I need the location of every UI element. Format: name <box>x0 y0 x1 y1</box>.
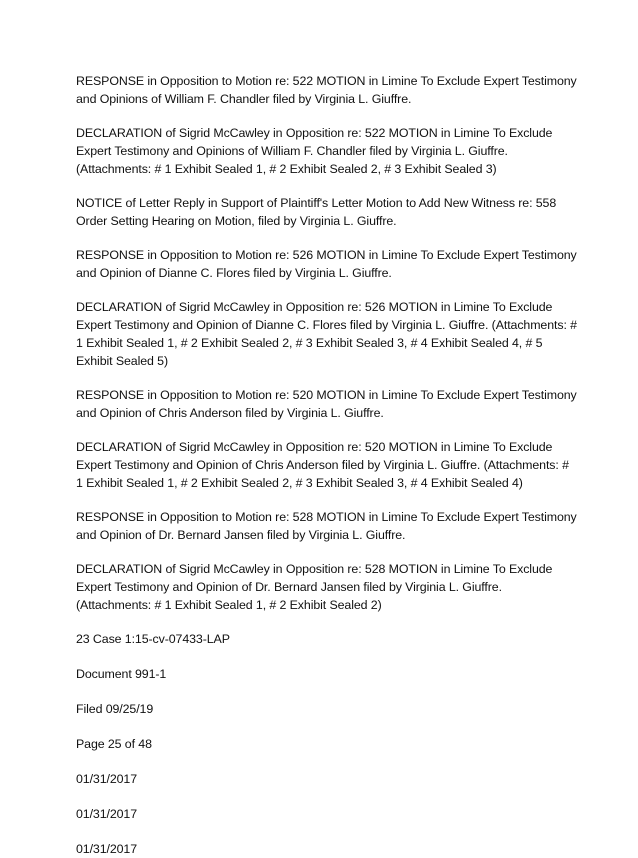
entry-date-2: 01/31/2017 <box>76 807 138 821</box>
entry-date-3: 01/31/2017 <box>76 842 138 856</box>
page-number: Page 25 of 48 <box>76 737 152 751</box>
docket-entry-7: DECLARATION of Sigrid McCawley in Opposition re: 520 MOTION in Limine To Exclude Expert Testimony and Opinion of Chris Anderson filed by Virginia L. Giuffre. (Attachments: # 1 Exhibit Sealed 1, # 2 Exhibit Sealed 2, # 3 Exhibit Sealed 3, # 4 Exhibit Sealed 4) <box>76 440 569 490</box>
docket-entry-3: NOTICE of Letter Reply in Support of Plaintiff's Letter Motion to Add New Witness re: 558 Order Setting Hearing on Motion, filed by Virginia L. Giuffre. <box>76 196 557 228</box>
document-number: Document 991-1 <box>76 667 167 681</box>
docket-entry-4: RESPONSE in Opposition to Motion re: 526 MOTION in Limine To Exclude Expert Testimony and Opinion of Dianne C. Flores filed by Virginia L. Giuffre. <box>76 248 577 280</box>
docket-entry-9: DECLARATION of Sigrid McCawley in Opposition re: 528 MOTION in Limine To Exclude Expert Testimony and Opinion of Dr. Bernard Jansen filed by Virginia L. Giuffre. (Attachments: # 1 Exhibit Sealed 1, # 2 Exhibit Sealed 2) <box>76 562 553 612</box>
case-number-line: 23 Case 1:15-cv-07433-LAP <box>76 632 230 646</box>
docket-entry-1: RESPONSE in Opposition to Motion re: 522 MOTION in Limine To Exclude Expert Testimony and Opinions of William F. Chandler filed by Virginia L. Giuffre. <box>76 74 577 106</box>
docket-entry-6: RESPONSE in Opposition to Motion re: 520 MOTION in Limine To Exclude Expert Testimony and Opinion of Chris Anderson filed by Virginia L. Giuffre. <box>76 388 577 420</box>
docket-entry-8: RESPONSE in Opposition to Motion re: 528 MOTION in Limine To Exclude Expert Testimony and Opinion of Dr. Bernard Jansen filed by Virginia L. Giuffre. <box>76 510 577 542</box>
docket-entry-5: DECLARATION of Sigrid McCawley in Opposition re: 526 MOTION in Limine To Exclude Expert Testimony and Opinion of Dianne C. Flores filed by Virginia L. Giuffre. (Attachments: # 1 Exhibit Sealed 1, # 2 Exhibit Sealed 2, # 3 Exhibit Sealed 3, # 4 Exhibit Sealed 4, # 5 Exhibit Sealed 5) <box>76 300 577 368</box>
filed-date: Filed 09/25/19 <box>76 702 154 716</box>
entry-date-1: 01/31/2017 <box>76 772 138 786</box>
docket-entry-2: DECLARATION of Sigrid McCawley in Opposition re: 522 MOTION in Limine To Exclude Expert Testimony and Opinions of William F. Chandler filed by Virginia L. Giuffre. (Attachments: # 1 Exhibit Sealed 1, # 2 Exhibit Sealed 2, # 3 Exhibit Sealed 3) <box>76 126 553 176</box>
